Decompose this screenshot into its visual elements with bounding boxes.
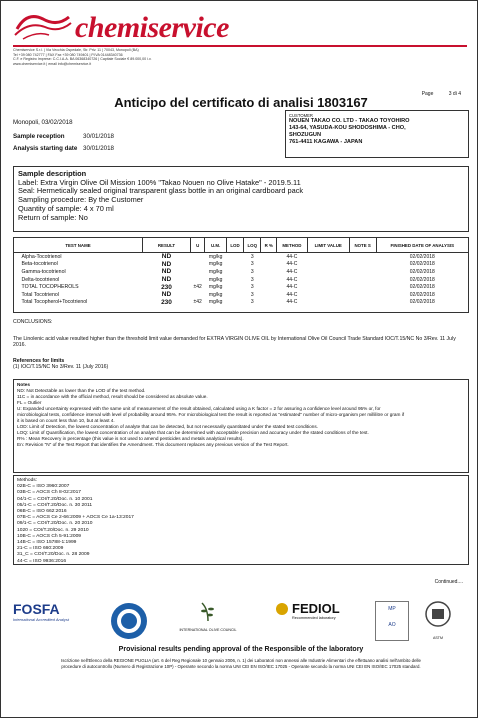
fediol-drop-icon	[275, 602, 289, 616]
analysis-start-label: Analysis starting date	[13, 145, 78, 152]
table-cell-method: 44-C	[286, 253, 298, 260]
table-cell-loq: 3	[250, 276, 254, 283]
table-cell-u	[191, 261, 205, 269]
table-cell-lod	[227, 268, 244, 276]
references-heading: References for limits	[13, 358, 65, 364]
table-cell-lod	[227, 253, 244, 261]
table-cell-lod	[227, 283, 244, 291]
methods-box	[13, 475, 469, 565]
page-value: 3 di 4	[448, 91, 461, 97]
table-cell-result: ND	[161, 260, 172, 268]
mp-logo-text: MP	[388, 606, 396, 612]
method-line: 04/1-C = COI/T.20/Doc. n. 10 2001	[17, 496, 93, 502]
sample-reception-row	[13, 133, 238, 140]
notes-line: U: Expanded uncertainty expressed with the same unit of measurement of the result obtained, calculated using a K factor = 2 for assuring a confidence level around 95% or, for	[17, 406, 381, 411]
mp-logo	[375, 601, 409, 641]
customer-line: 761-4411 KAGAWA - JAPAN	[289, 139, 363, 145]
method-line: 1020 = COI/T.20/Doc. n. 29 2010	[17, 527, 89, 533]
sample-reception-label: Sample reception	[13, 133, 65, 140]
column-header: R %	[261, 238, 277, 253]
table-cell-um: mg/kg	[208, 276, 223, 283]
table-cell-note	[349, 261, 376, 269]
table-cell-method: 44-C	[286, 299, 298, 306]
method-line: 03B-C = AOCS Ch 8-02:2017	[17, 490, 82, 496]
table-row	[14, 253, 469, 261]
provisional-notice: Provisional results pending approval of the Responsible of the laboratory	[118, 646, 364, 653]
table-cell-limit	[307, 253, 349, 261]
notes-line: R% : Mean Recovery in percentage (this value is not used to amend pesticides and metals analytical results).	[17, 436, 244, 441]
footer-line: Iscrizione nell'Elenco della REGIONE PUGLIA (art. 6 del Reg Regionale 10 gennaio 2006, n. 1) dei Laboratori non annessi alle Industrie Alimentari che effettuano analisi nell'ambito delle	[61, 658, 421, 663]
company-line: C.F. e Registro Imprese: C.C.I.A.A. BA 06368340726 | Capitale Sociale € 89.000,00 i.v.	[13, 57, 152, 62]
table-cell-method: 44-C	[286, 291, 298, 298]
table-cell-r	[261, 276, 277, 284]
table-cell-limit	[307, 291, 349, 299]
table-cell-loq: 3	[250, 291, 254, 298]
table-row	[14, 299, 469, 307]
table-cell-date: 02/02/2018	[409, 284, 435, 291]
references-section	[13, 358, 108, 371]
astm-logo	[423, 601, 453, 641]
conclusions-text: The Linolenic acid value resulted higher than the threshold limit value demanded for EXTRA VIRGIN OLIVE OIL by International Olive Oil Council Trade Standard IOC/T.15/NC No 3/Rev. 11 July 2016.	[13, 335, 456, 349]
table-cell-u: ±42	[193, 299, 202, 306]
table-cell-lod	[227, 299, 244, 307]
table-cell-result: ND	[161, 276, 172, 284]
column-header: METHOD	[277, 238, 308, 253]
table-cell-loq: 3	[250, 299, 254, 306]
method-line: 31_C = COI/T.20/Doc. n. 28 2009	[17, 552, 90, 558]
method-line: 21-C = ISO 660:2009	[17, 546, 64, 552]
table-cell-limit	[307, 276, 349, 284]
methods-heading: Methods:	[17, 478, 38, 483]
sample-description-line: Sampling procedure: By the Customer	[18, 195, 144, 205]
column-header: LOD	[227, 238, 244, 253]
table-cell-r	[261, 253, 277, 261]
table-cell-name: Beta-tocotrienol	[21, 261, 58, 268]
table-cell-name: Total Tocopherol+Tocotrienol	[21, 299, 88, 306]
table-cell-lod	[227, 276, 244, 284]
table-cell-um: mg/kg	[208, 268, 223, 275]
table-cell-r	[261, 291, 277, 299]
table-cell-result: 230	[161, 298, 172, 306]
notes-line: En: Revision "N" of the Test Report that identifies the Amendment. This document replaces any previous version of the Test Report.	[17, 442, 289, 447]
sample-description-line: Quantity of sample: 4 x 70 ml	[18, 203, 114, 213]
column-header: U.M.	[205, 238, 227, 253]
table-cell-u	[191, 291, 205, 299]
table-cell-u	[191, 253, 205, 261]
table-cell-note	[349, 253, 376, 261]
table-cell-r	[261, 268, 277, 276]
table-row	[14, 291, 469, 299]
footer-line: procedure di autocontrollo (Numero di Registrazione 10P) - Operante secondo la norma UNI CEI EN ISO/IEC 17025 - Operante secondo la norma UNI CEI EN ISO/IEC 17025 standard.	[61, 663, 421, 669]
column-header: FINISHED DATE OF ANALYSIS	[376, 238, 468, 253]
table-cell-um: mg/kg	[208, 253, 223, 260]
method-line: 02B-C = ISO 3960:2007	[17, 484, 70, 490]
table-row	[14, 261, 469, 269]
notes-line: it is based on count less than 10, but at least 4.	[17, 418, 115, 423]
table-cell-note	[349, 276, 376, 284]
table-cell-r	[261, 283, 277, 291]
conclusions-heading: CONCLUSIONS:	[13, 319, 53, 325]
table-row	[14, 268, 469, 276]
fediol-logo	[275, 601, 365, 641]
fosfa-logo-subtitle: International Accredited Analyst	[13, 617, 69, 622]
results-body	[14, 253, 469, 307]
notes-box	[13, 379, 469, 473]
notes-heading: Notes	[17, 382, 31, 387]
notes-line: ND: Not Detectable as lower than the LOD of the test method.	[17, 388, 146, 393]
table-cell-method: 44-C	[286, 261, 298, 268]
chemiservice-logo-mark-icon	[13, 9, 73, 41]
table-cell-um: mg/kg	[208, 299, 223, 306]
table-cell-lod	[227, 291, 244, 299]
table-cell-limit	[307, 268, 349, 276]
method-line: 05/1-C = COI/T.20/Doc. n. 30 2011	[17, 502, 93, 508]
company-line: www.chemiservice.it | email info@chemiservice.it	[13, 61, 92, 66]
sample-description-heading: Sample description	[18, 169, 87, 178]
table-cell-result: ND	[161, 253, 172, 261]
column-header: LOQ	[244, 238, 261, 253]
table-cell-note	[349, 299, 376, 307]
table-row	[14, 283, 469, 291]
table-cell-note	[349, 268, 376, 276]
table-cell-name: Total Tocotrienol	[21, 291, 59, 298]
table-cell-lod	[227, 261, 244, 269]
table-cell-r	[261, 261, 277, 269]
notes-line: microbiological tests, confidence interval with level of probability around 95%. For microbiological test the result is reported as "estimated" number of micro-organism per millilitre or gram if	[17, 412, 405, 417]
table-cell-date: 02/02/2018	[409, 253, 435, 260]
column-header: RESULT	[143, 238, 191, 253]
footer-registration	[21, 658, 461, 669]
sample-description-line: Label: Extra Virgin Olive Oil Mission 100% "Takao Nouen no Olive Hatake" - 2019.5.11	[18, 177, 301, 187]
method-line: 06B-C = ISO 662:2016	[17, 509, 67, 515]
method-line: 10B-C = AOCS Ch 5-91:2009	[17, 533, 82, 539]
notes-line: 11C = in accordance with the official method, result should be considered as absolute value.	[17, 394, 208, 399]
customer-box	[285, 110, 469, 158]
table-cell-loq: 3	[250, 261, 254, 268]
method-line: 14B-C = ISO 15788-1:1999	[17, 540, 77, 546]
fosfa-logo	[13, 601, 83, 641]
notes-line: LOD: Limit of Detection, the lowest concentration of analyte that can be detected, but not necessarily quantitated under the stated test conditions.	[17, 424, 318, 429]
fosfa-logo-text: FOSFA	[13, 601, 60, 617]
table-cell-result: ND	[161, 291, 172, 299]
table-cell-r	[261, 299, 277, 307]
table-cell-um: mg/kg	[208, 284, 223, 291]
table-cell-name: Delta-tocotrienol	[21, 276, 60, 283]
table-cell-um: mg/kg	[208, 291, 223, 298]
customer-label: CUSTOMER	[289, 113, 313, 118]
sample-description-line: Return of sample: No	[18, 212, 88, 222]
city-date: Monopoli, 03/02/2018	[13, 119, 73, 126]
ioc-logo-text: INTERNATIONAL OLIVE COUNCIL	[179, 628, 237, 632]
table-cell-loq: 3	[250, 284, 254, 291]
analysis-start-row	[13, 145, 238, 152]
aocs-seal-icon	[109, 601, 149, 641]
table-cell-limit	[307, 283, 349, 291]
chemiservice-logo-text: chemiservice	[75, 11, 229, 44]
table-cell-method: 44-C	[286, 268, 298, 275]
column-header: LIMIT VALUE	[307, 238, 349, 253]
table-cell-u: ±42	[193, 284, 202, 291]
method-line: 09/1-C = COI/T.20/Doc. n. 20 2010	[17, 521, 93, 527]
table-cell-method: 44-C	[286, 284, 298, 291]
table-cell-name: Gamma-tocotrienol	[21, 268, 66, 275]
sample-reception-value: 30/01/2018	[83, 133, 114, 140]
accreditation-logos	[13, 601, 469, 641]
table-cell-date: 02/02/2018	[409, 291, 435, 298]
customer-line: SHOZUGUN	[289, 132, 322, 138]
results-header-row	[14, 238, 469, 253]
table-cell-u	[191, 276, 205, 284]
document-title: Anticipo del certificato di analisi 1803167	[114, 95, 368, 110]
sample-description-box	[13, 166, 469, 232]
page-label: Page	[421, 91, 434, 97]
company-details	[13, 48, 313, 66]
table-cell-limit	[307, 299, 349, 307]
references-text: (1) IOC/T.15/NC No 3/Rev. 11 (July 2016)	[13, 364, 109, 371]
method-line: 07B-C = AOCS Ce 2-66:2009 + AOCS Ce 1a-13:2017	[17, 515, 134, 521]
notes-line: LOQ: Limit of Quantification, the lowest concentration of an analyte that can be determined with acceptable precision and accuracy under the stated conditions of the test.	[17, 430, 369, 435]
sample-info	[13, 119, 238, 157]
table-cell-u	[191, 268, 205, 276]
table-cell-loq: 3	[250, 253, 254, 260]
continued-label: Continued....	[434, 579, 463, 585]
company-line: Chemiservice S.r.l. | Via Vecchia Ospedale, Str. Priv. 11 | 70043, Monopoli (BA)	[13, 48, 139, 52]
letterhead	[13, 9, 469, 45]
table-cell-name: Alpha-Tocotrienol	[21, 253, 62, 260]
table-cell-limit	[307, 261, 349, 269]
company-line: Tel +39 080 742777 | FAX Fax +39 080 749401 | P.IVA 01448340736	[13, 52, 123, 57]
results-table	[13, 237, 469, 306]
table-cell-name: TOTAL TOCOPHEROLS	[21, 284, 79, 291]
mp-logo-subtitle: AO	[388, 622, 396, 628]
column-header: NOTE S	[349, 238, 376, 253]
table-cell-um: mg/kg	[208, 261, 223, 268]
sample-description-line: Seal: Hermetically sealed original transparent glass bottle in an original cardboard pack	[18, 186, 304, 196]
column-header: TEST NAME	[14, 238, 143, 253]
table-cell-result: 230	[161, 283, 172, 291]
table-cell-method: 44-C	[286, 276, 298, 283]
fediol-logo-subtitle: Recommended laboratory	[292, 616, 336, 620]
table-cell-date: 02/02/2018	[409, 299, 435, 306]
header-divider	[13, 45, 467, 47]
astm-seal-icon	[425, 601, 451, 631]
method-line: 44-C = ISO 9936:2016	[17, 558, 67, 564]
table-cell-date: 02/02/2018	[409, 261, 435, 268]
customer-line: 143-64, YASUDA-KOU SHODOSHIMA - CHO,	[289, 125, 406, 131]
olive-branch-icon	[198, 601, 218, 623]
conclusions-section	[13, 319, 469, 349]
table-cell-loq: 3	[250, 268, 254, 275]
table-cell-result: ND	[161, 268, 172, 276]
ioc-logo	[173, 601, 243, 641]
table-cell-note	[349, 291, 376, 299]
notes-line: FL = Outlier	[17, 400, 42, 405]
fediol-logo-text: FEDIOL	[292, 601, 340, 616]
table-cell-note	[349, 283, 376, 291]
column-header: U	[191, 238, 205, 253]
customer-line: NOUEN TAKAO CO. LTD - TAKAO TOYOHIRO	[289, 118, 410, 124]
analysis-start-value: 30/01/2018	[83, 145, 114, 152]
table-row	[14, 276, 469, 284]
astm-logo-text: ASTM	[433, 636, 443, 640]
table-cell-date: 02/02/2018	[409, 268, 435, 275]
table-cell-date: 02/02/2018	[409, 276, 435, 283]
